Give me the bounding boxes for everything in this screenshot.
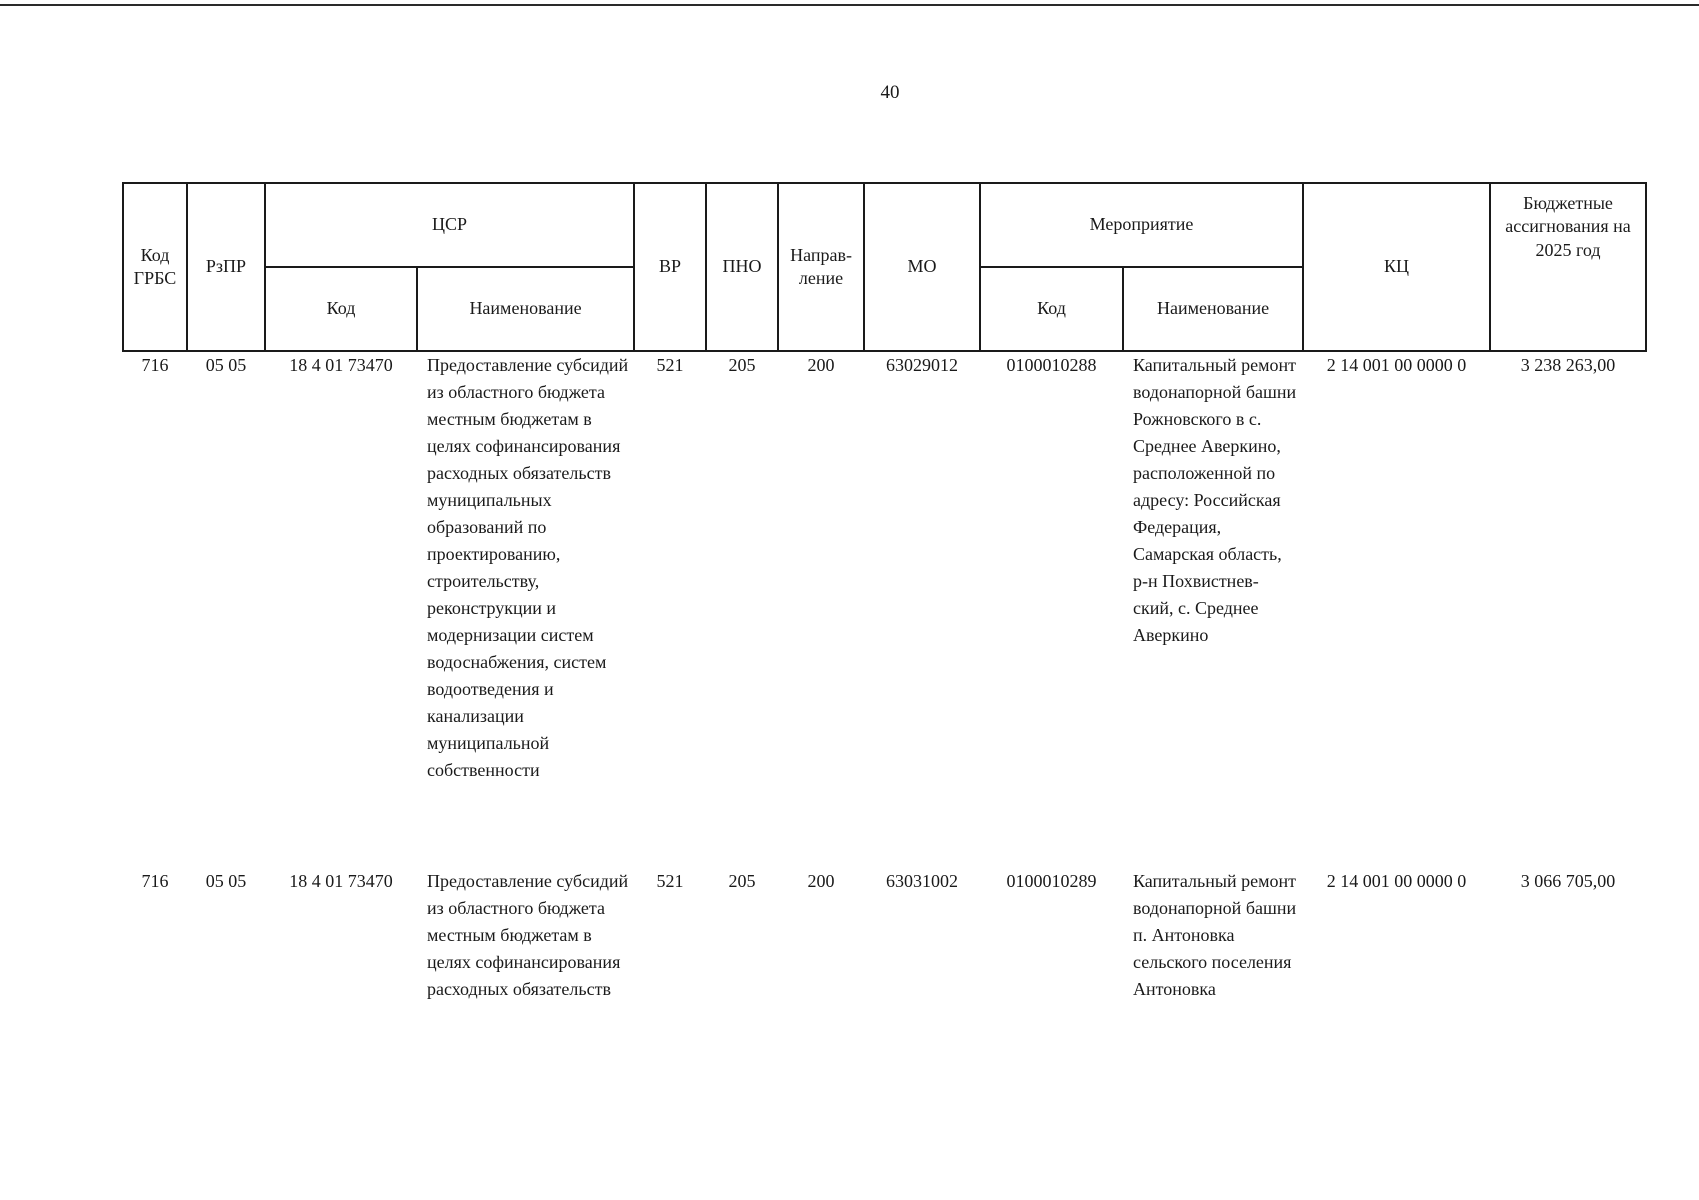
cell-rzpr: 05 05 — [205, 871, 247, 891]
cell-amount: 3 238 263,00 — [1520, 355, 1616, 375]
header-pno: ПНО — [706, 183, 778, 351]
cell-csr-code: 18 4 01 73470 — [289, 871, 393, 891]
cell-kc: 2 14 001 00 0000 0 — [1326, 871, 1467, 891]
header-csr-name: Наименование — [417, 267, 634, 351]
header-csr: ЦСР — [265, 183, 634, 267]
cell-event-code: 0100010288 — [1006, 355, 1097, 375]
cell-vr: 521 — [656, 871, 684, 891]
header-vr: ВР — [634, 183, 706, 351]
cell-grbs: 716 — [141, 871, 169, 891]
cell-amount: 3 066 705,00 — [1520, 871, 1616, 891]
header-event: Мероприятие — [980, 183, 1303, 267]
cell-csr-code: 18 4 01 73470 — [289, 355, 393, 375]
cell-csr-name: Предоставление субсидий из областного бюджета местным бюджетам в целях софинансирования расходных обязательств муниципальных образований по проектированию, строительству, реконструкции и модернизации систем водоснабжения, систем водоотведения и канализации муниципальной собственности — [427, 355, 629, 780]
page-number: 40 — [880, 82, 900, 103]
cell-direction: 200 — [807, 355, 835, 375]
cell-mo: 63029012 — [886, 355, 959, 375]
cell-kc: 2 14 001 00 0000 0 — [1326, 355, 1467, 375]
header-kc: КЦ — [1303, 183, 1490, 351]
top-rule — [0, 4, 1699, 6]
cell-grbs: 716 — [141, 355, 169, 375]
cell-pno: 205 — [728, 871, 756, 891]
cell-csr-name: Предоставление субсидий из областного бюджета местным бюджетам в целях софинансирования расходных обязательств — [427, 871, 629, 999]
table-row — [123, 351, 1646, 868]
header-mo: МО — [864, 183, 980, 351]
cell-event-name: Капитальный ремонт водонапорной башни Рожновского в с. Среднее Аверкино, расположенной по адресу: Российская Федерация, Самарская область, р-н Похвистнев-ский, с. Среднее Аверкино — [1133, 355, 1297, 645]
header-rzpr: РзПР — [187, 183, 265, 351]
header-grbs: Код ГРБС — [123, 183, 187, 351]
header-amount: Бюджетные ассигнования на 2025 год — [1490, 183, 1646, 351]
header-csr-code: Код — [265, 267, 417, 351]
budget-table — [122, 182, 1647, 1003]
cell-event-code: 0100010289 — [1006, 871, 1097, 891]
cell-event-name: Капитальный ремонт водонапорной башни п. Антоновка сельского поселения Антоновка — [1133, 871, 1297, 999]
cell-mo: 63031002 — [886, 871, 959, 891]
cell-pno: 205 — [728, 355, 756, 375]
cell-rzpr: 05 05 — [205, 355, 247, 375]
header-event-code: Код — [980, 267, 1123, 351]
table-row — [123, 868, 1646, 1003]
header-event-name: Наименование — [1123, 267, 1303, 351]
cell-direction: 200 — [807, 871, 835, 891]
budget-table-sheet — [122, 182, 1645, 1003]
header-direction: Направ-ление — [778, 183, 864, 351]
cell-vr: 521 — [656, 355, 684, 375]
